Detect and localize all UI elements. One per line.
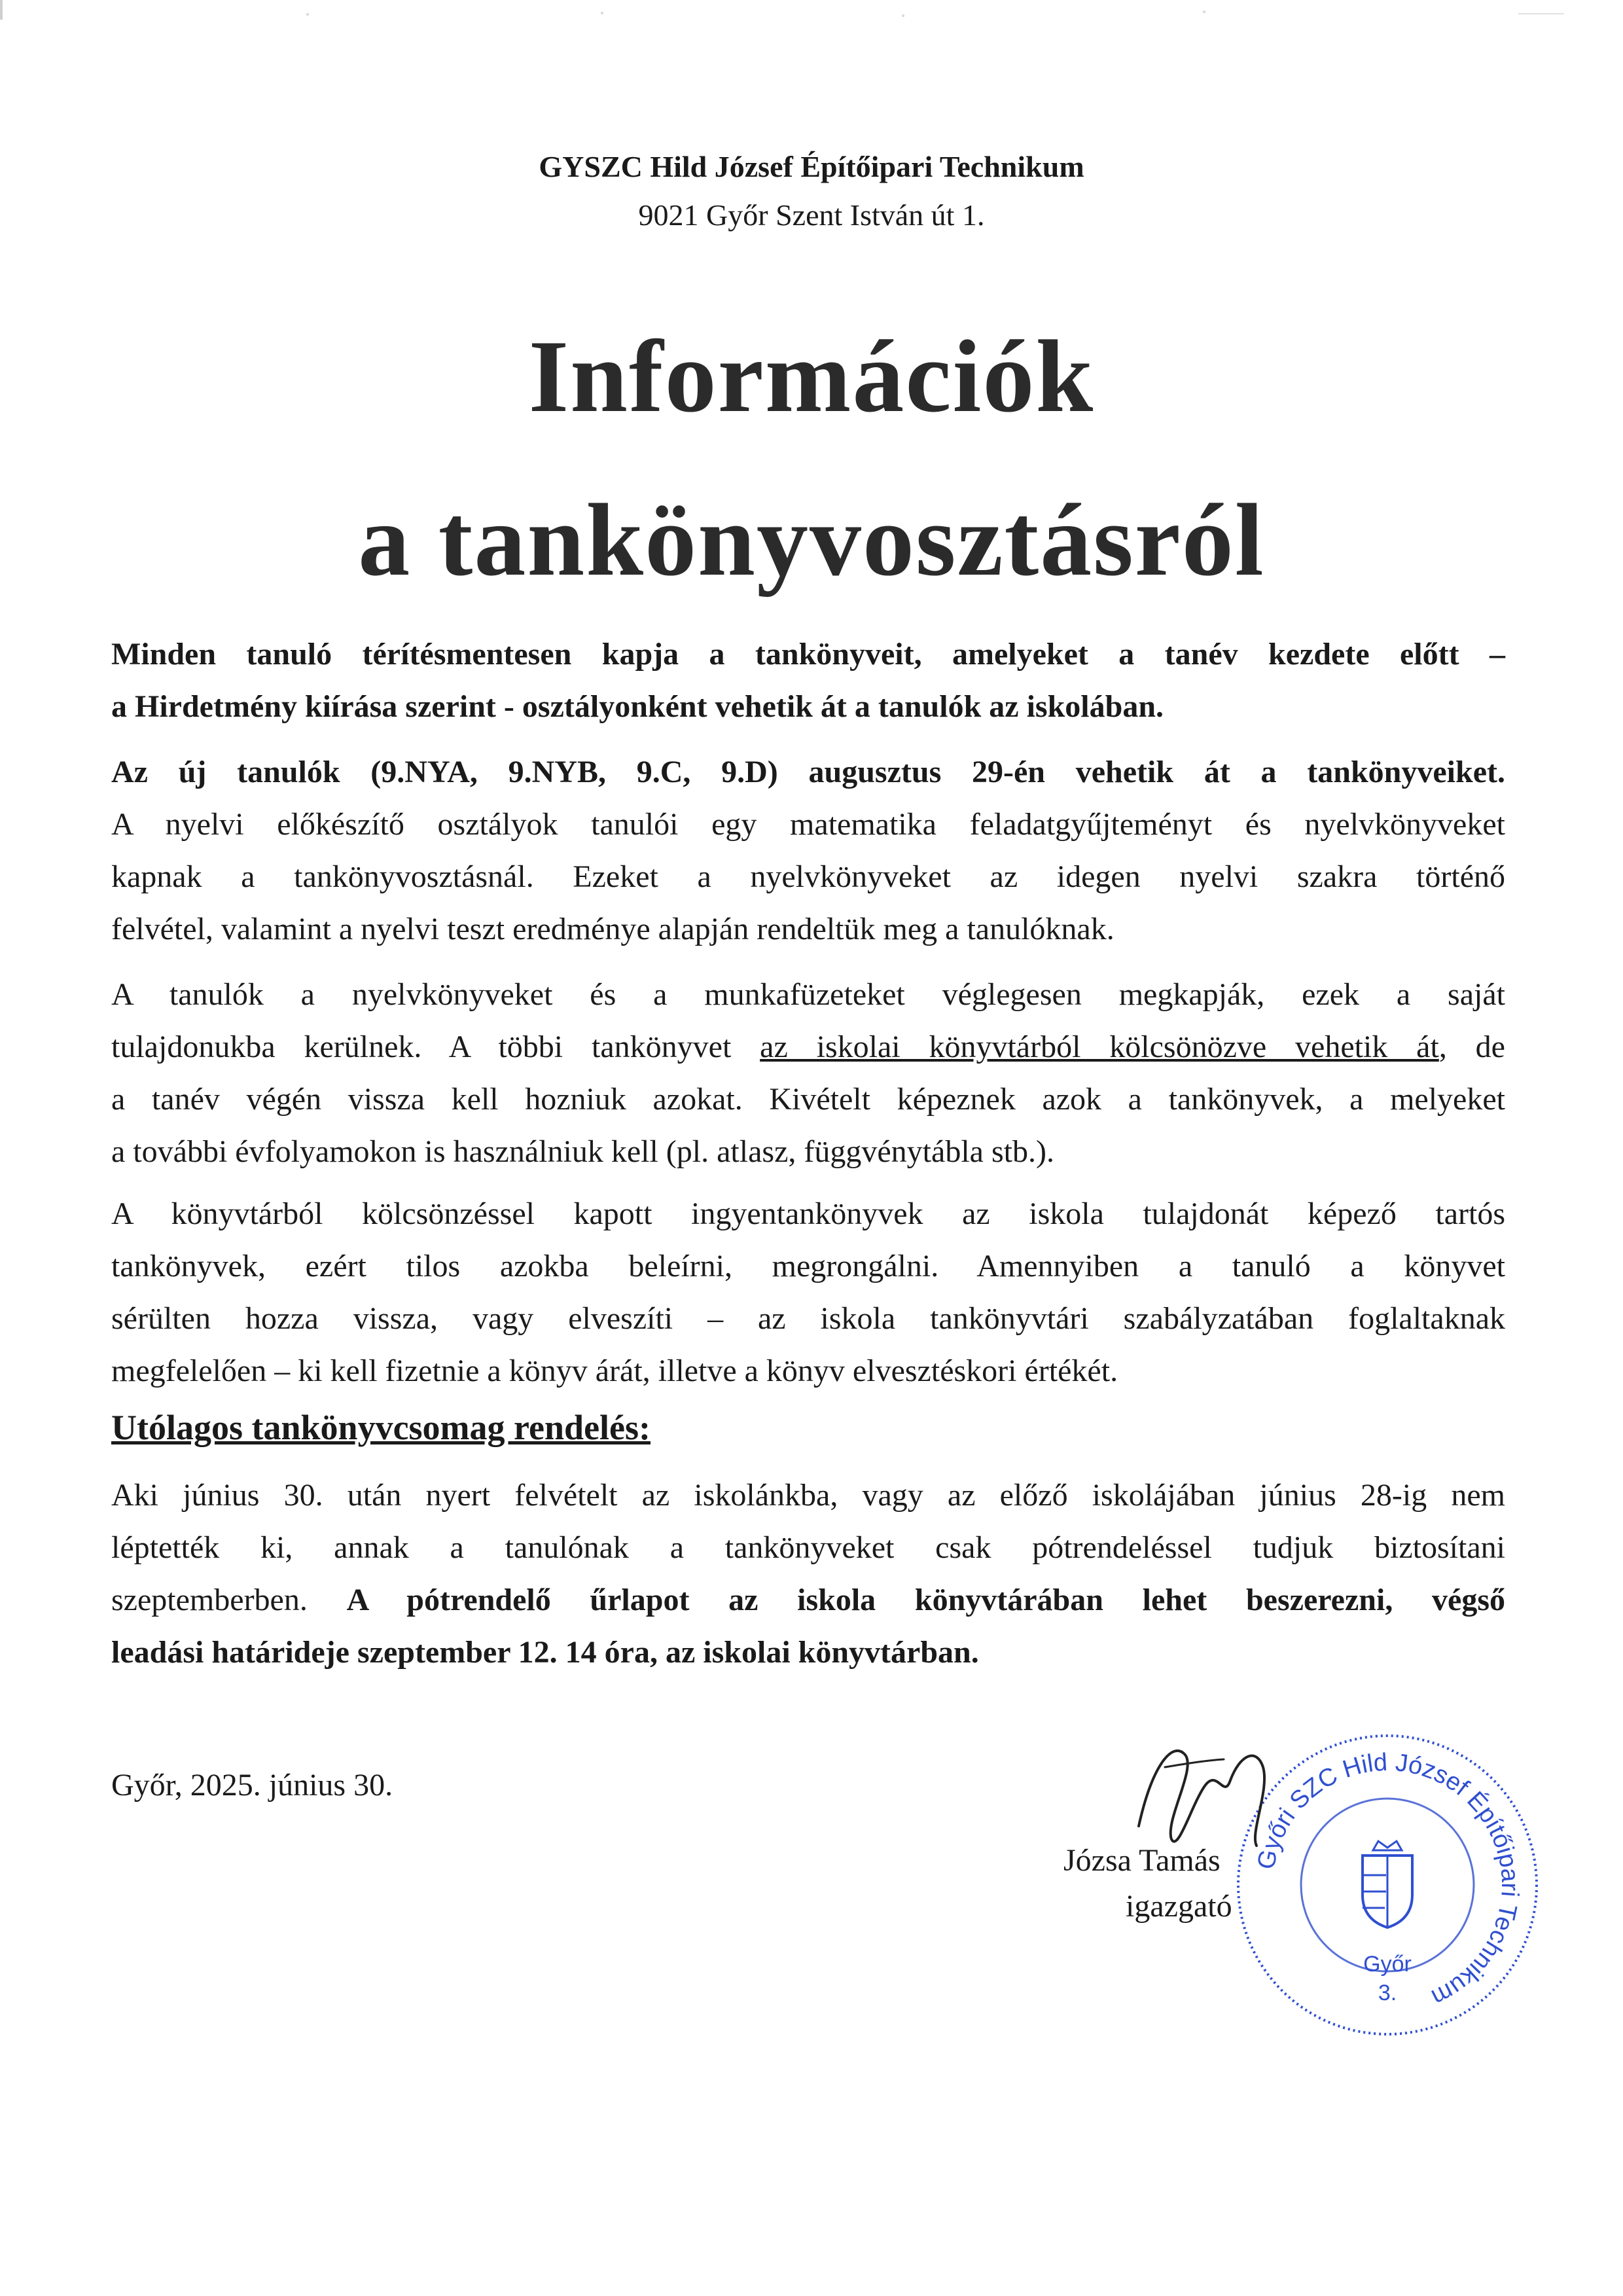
school-name: GYSZC Hild József Építőipari Technikum [539, 150, 1084, 183]
late-order-line-3-bold: A pótrendelő űrlapot az iskola könyvtárában lehet beszerezni, végső [346, 1583, 1506, 1617]
late-order-line-3-start: szeptemberben. [111, 1583, 347, 1617]
late-order-paragraph [111, 1469, 1505, 1679]
library-line-3: sérülten hozza vissza, vagy elveszíti – az iskola tankönyvtári szabályzatában foglaltaknak [111, 1301, 1505, 1336]
keep-books-line-3: a tanév végén vissza kell hozniuk azokat. Kivételt képeznek azok a tankönyvek, a melyeket [111, 1082, 1505, 1117]
late-order-line-3 [111, 1574, 1505, 1626]
keep-books-line-2 [111, 1021, 1505, 1073]
keep-books-line-2-start: tulajdonukba kerülnek. A többi tankönyvet [111, 1030, 760, 1064]
intro-line-2: a Hirdetmény kiírása szerint - osztályonként vehetik át a tanulók az iskolában. [111, 689, 1164, 724]
stamp-number: 3. [1378, 1981, 1397, 2005]
keep-books-line-4: a további évfolyamokon is használniuk kell (pl. atlasz, függvénytábla stb.). [111, 1134, 1054, 1169]
new-students-line-2: A nyelvi előkészítő osztályok tanulói egy matematika feladatgyűjteményt és nyelvkönyveket [111, 807, 1505, 842]
document-date: Győr, 2025. június 30. [111, 1768, 393, 1803]
school-address: 9021 Győr Szent István út 1. [638, 198, 985, 232]
library-line-2: tankönyvek, ezért tilos azokba beleírni, megrongálni. Amennyiben a tanuló a könyvet [111, 1249, 1505, 1283]
keep-books-line-2-end: , de [1438, 1030, 1505, 1064]
signer-name: Józsa Tamás [1063, 1843, 1221, 1878]
signer-role: igazgató [1126, 1889, 1232, 1924]
new-students-line-3: kapnak a tankönyvosztásnál. Ezeket a nyelvkönyveket az idegen nyelvi szakra történő [111, 859, 1505, 894]
scan-edge-marks [0, 0, 1623, 20]
late-order-line-4: leadási határideje szeptember 12. 14 óra, az iskolai könyvtárban. [111, 1635, 979, 1670]
late-order-line-1: Aki június 30. után nyert felvételt az iskolánkba, vagy az előző iskolájában június 28-ig nem [111, 1478, 1505, 1513]
new-students-paragraph [111, 746, 1505, 956]
handwritten-signature [1126, 1728, 1296, 1859]
keep-books-paragraph [111, 969, 1505, 1178]
title-line-2: a tankönyvosztásról [358, 483, 1265, 598]
late-order-line-2: léptették ki, annak a tanulónak a tankönyveket csak pótrendeléssel tudjuk biztosítani [111, 1530, 1505, 1565]
library-line-4: megfelelően – ki kell fizetnie a könyv árát, illetve a könyv elvesztéskori értékét. [111, 1354, 1118, 1388]
new-students-line-1: Az új tanulók (9.NYA, 9.NYB, 9.C, 9.D) augusztus 29-én vehetik át a tankönyveiket. [111, 755, 1505, 789]
new-students-line-4: felvétel, valamint a nyelvi teszt eredménye alapján rendeltük meg a tanulóknak. [111, 912, 1115, 946]
library-paragraph [111, 1188, 1505, 1397]
keep-books-line-1: A tanulók a nyelvkönyveket és a munkafüzeteket véglegesen megkapják, ezek a saját [111, 977, 1505, 1012]
intro-paragraph [111, 628, 1505, 733]
stamp-city: Győr [1363, 1952, 1412, 1977]
intro-line-1: Minden tanuló térítésmentesen kapja a tankönyveit, amelyeket a tanév kezdete előtt – [111, 637, 1505, 672]
late-order-heading: Utólagos tankönyvcsomag rendelés: [111, 1408, 651, 1447]
coat-of-arms-icon [1363, 1841, 1412, 1928]
library-loan-underlined: az iskolai könyvtárból kölcsönözve vehetik át [760, 1030, 1439, 1064]
title-line-1: Információk [528, 319, 1095, 434]
library-line-1: A könyvtárból kölcsönzéssel kapott ingyentankönyvek az iskola tulajdonát képező tartós [111, 1196, 1505, 1231]
stamp-ring-text: Győri SZC Hild József Építőipari Technikum [1252, 1748, 1524, 2011]
